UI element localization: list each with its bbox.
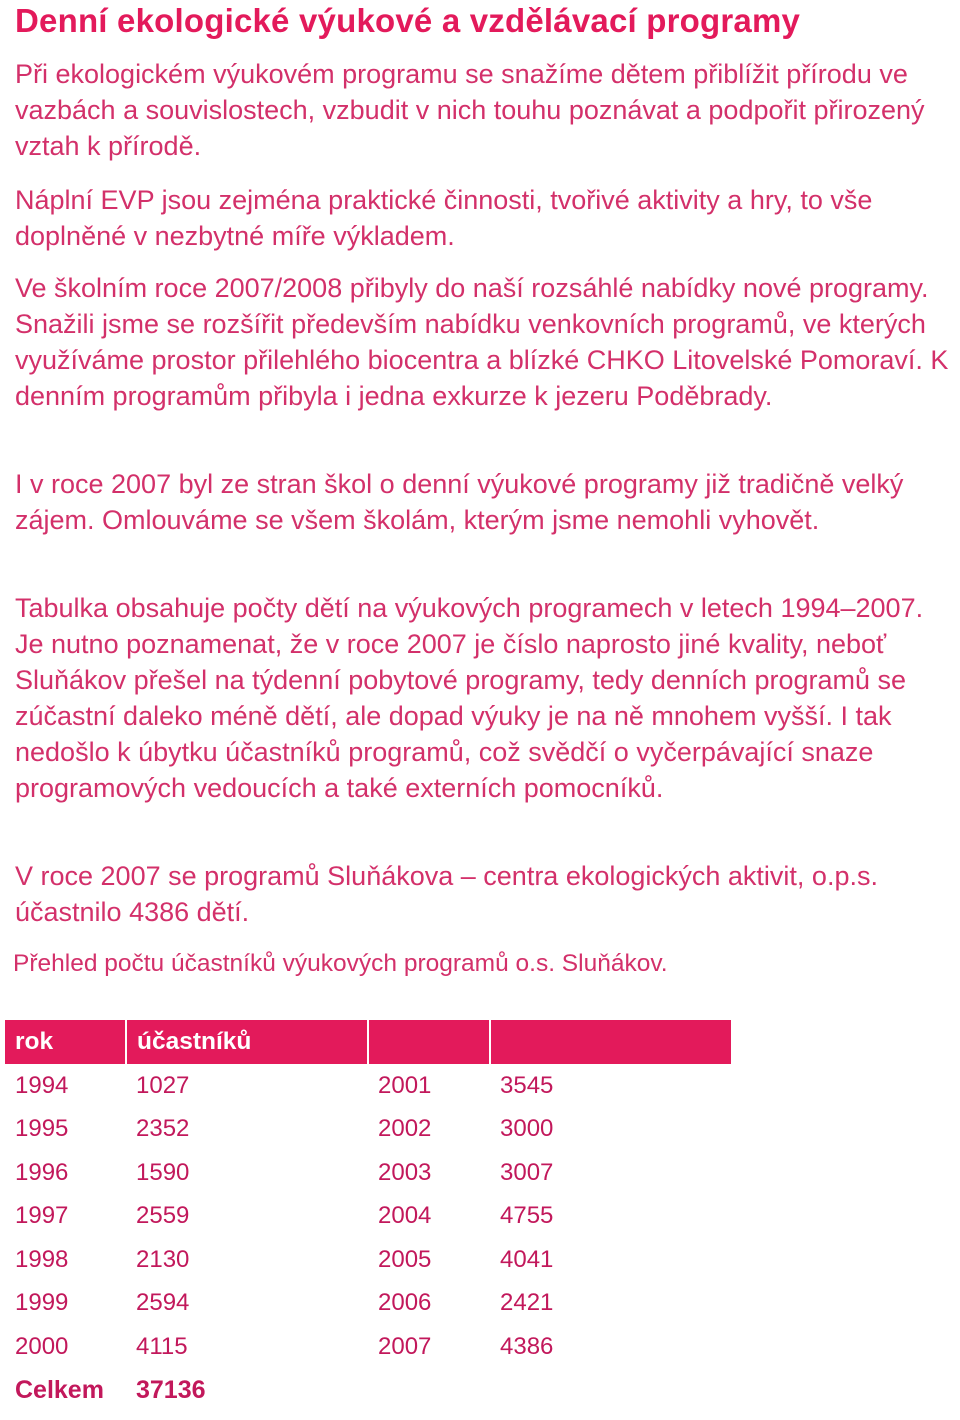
table-row (5, 1108, 731, 1152)
participants-cell: 4115 (136, 1332, 188, 1360)
total-label: Celkem (15, 1376, 104, 1404)
participants-cell: 1027 (136, 1071, 190, 1099)
participants-table (5, 1020, 731, 1413)
table-total-row (5, 1369, 731, 1413)
year-cell: 1997 (15, 1202, 69, 1230)
table-header-row (5, 1020, 731, 1064)
table-row (5, 1238, 731, 1282)
table-body (5, 1064, 731, 1369)
table-caption: Přehled počtu účastníků výukových programů o.s. Sluňákov. (13, 950, 668, 977)
year-cell: 2004 (378, 1202, 432, 1230)
participants-cell: 2594 (136, 1289, 190, 1317)
year-cell: 2002 (378, 1115, 432, 1143)
participants-cell: 4041 (500, 1245, 554, 1273)
year-cell: 2000 (15, 1332, 69, 1360)
header-empty-2 (490, 1020, 731, 1064)
table-row (5, 1282, 731, 1326)
table-row (5, 1151, 731, 1195)
participants-cell: 4386 (500, 1332, 554, 1360)
table-row (5, 1325, 731, 1369)
paragraph-intro: Při ekologickém výukovém programu se snažíme dětem přiblížit přírodu ve vazbách a souvislostech, vzbudit v nich touhu poznávat a podpořit přirozený vztah k přírodě. (15, 59, 925, 161)
participants-cell: 3545 (500, 1071, 554, 1099)
page-title: Denní ekologické výukové a vzdělávací programy (15, 2, 801, 39)
header-year: rok (5, 1020, 126, 1064)
year-cell: 2005 (378, 1245, 432, 1273)
participants-cell: 2559 (136, 1202, 190, 1230)
year-cell: 1999 (15, 1289, 69, 1317)
paragraph-table-explanation: Tabulka obsahuje počty dětí na výukových programech v letech 1994–2007. Je nutno poznamenat, že v roce 2007 je číslo naprosto jiné kvality, neboť Sluňákov přešel na týdenní pobytové programy, tedy denních programů se zúčastní daleko méně dětí, ale dopad výuky je na ně mnohem vyšší. I tak nedošlo k úbytku účastníků programů, což svědčí o vyčerpávající snaze programových vedoucích a také externích pomocníků. (15, 593, 924, 803)
participants-cell: 1590 (136, 1158, 190, 1186)
header-empty-1 (368, 1020, 490, 1064)
year-cell: 2007 (378, 1332, 432, 1360)
participants-cell: 2352 (136, 1115, 190, 1143)
year-cell: 1995 (15, 1115, 69, 1143)
participants-cell: 2130 (136, 1245, 190, 1273)
year-cell: 2006 (378, 1289, 432, 1317)
year-cell: 1998 (15, 1245, 69, 1273)
participants-cell: 3000 (500, 1115, 554, 1143)
paragraph-evp-content: Náplní EVP jsou zejména praktické činnosti, tvořivé aktivity a hry, to vše doplněné v nezbytné míře výkladem. (15, 185, 873, 251)
participants-cell: 4755 (500, 1202, 554, 1230)
header-participants: účastníků (126, 1020, 368, 1064)
year-cell: 1996 (15, 1158, 69, 1186)
participants-cell: 2421 (500, 1289, 554, 1317)
year-cell: 1994 (15, 1071, 69, 1099)
paragraph-summary: V roce 2007 se programů Sluňákova – centra ekologických aktivit, o.p.s. účastnilo 4386 dětí. (15, 861, 878, 927)
table-row (5, 1064, 731, 1108)
table-row (5, 1195, 731, 1239)
paragraph-interest: I v roce 2007 byl ze stran škol o denní výukové programy již tradičně velký zájem. Omlouváme se všem školám, kterým jsme nemohli vyhovět. (15, 469, 904, 535)
participants-cell: 3007 (500, 1158, 554, 1186)
total-value: 37136 (136, 1376, 206, 1404)
paragraph-new-programs: Ve školním roce 2007/2008 přibyly do naší rozsáhlé nabídky nové programy. Snažili jsme se rozšířit především nabídku venkovních programů, ve kterých využíváme prostor přilehlého biocentra a blízké CHKO Litovelské Pomoraví. K denním programům přibyla i jedna exkurze k jezeru Poděbrady. (15, 273, 949, 411)
year-cell: 2003 (378, 1158, 432, 1186)
year-cell: 2001 (378, 1071, 432, 1099)
